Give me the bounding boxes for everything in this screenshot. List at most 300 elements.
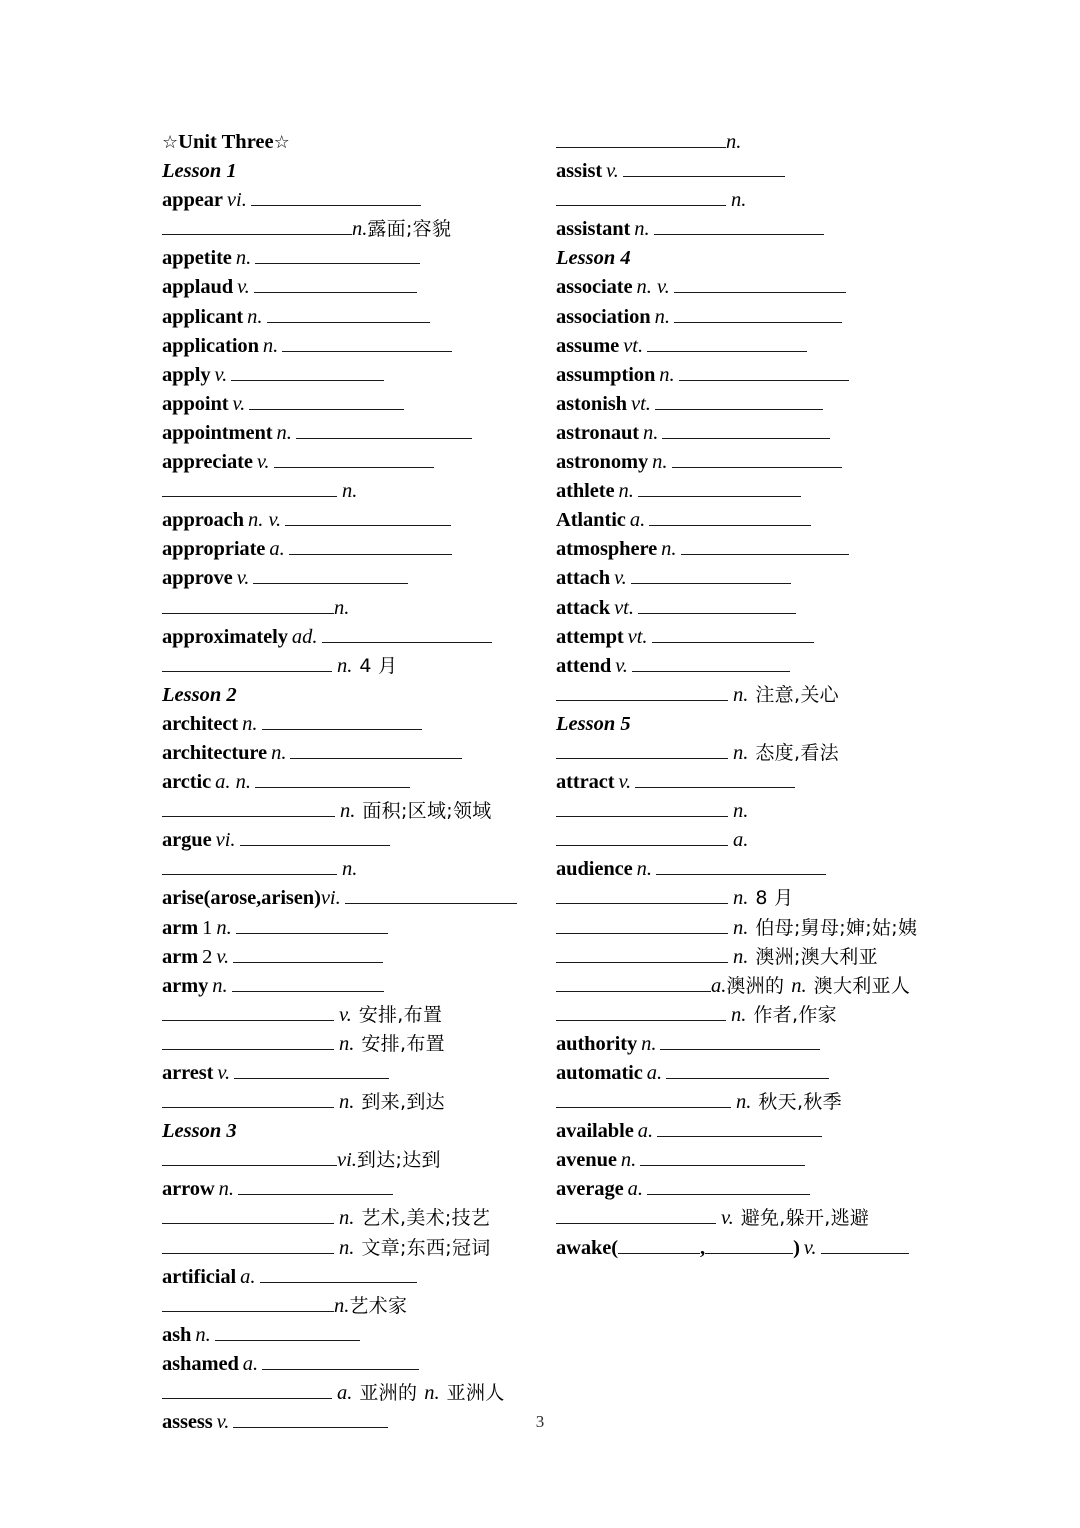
chinese-gloss: 澳大利亚人 <box>813 974 911 997</box>
part-of-speech: n. <box>342 480 358 503</box>
lesson-heading-text: Lesson 4 <box>556 247 631 270</box>
part-of-speech: n. v. <box>247 509 282 532</box>
headword: attend <box>556 654 612 677</box>
part-of-speech: v. <box>236 567 250 590</box>
vocabulary-entry <box>556 128 956 157</box>
answer-blank[interactable] <box>162 1146 337 1166</box>
headword: assumption <box>556 363 656 386</box>
answer-blank[interactable] <box>556 826 728 846</box>
part-of-speech: n. <box>733 887 749 910</box>
headword: approach <box>162 509 244 532</box>
vocabulary-entry <box>556 652 956 681</box>
vocabulary-entry <box>162 1059 552 1088</box>
vocabulary-entry <box>162 1321 552 1350</box>
vocabulary-entry <box>556 186 956 215</box>
headword: authority <box>556 1032 638 1055</box>
part-of-speech: n. <box>340 800 356 823</box>
answer-blank[interactable] <box>253 565 408 585</box>
vocabulary-entry <box>556 623 956 652</box>
part-of-speech: n. <box>242 712 258 735</box>
part-of-speech: n. <box>334 596 350 619</box>
vocabulary-entry <box>162 506 552 535</box>
answer-blank[interactable] <box>556 1001 726 1021</box>
headword: ashamed <box>162 1352 239 1375</box>
vocabulary-entry <box>162 303 552 332</box>
part-of-speech: v. <box>216 945 230 968</box>
vocabulary-entry <box>162 215 552 244</box>
headword: appetite <box>162 247 232 270</box>
vocabulary-entry <box>556 739 956 768</box>
chinese-gloss: 避免,躲开,逃避 <box>740 1207 870 1230</box>
headword: average <box>556 1178 624 1201</box>
vocabulary-entry <box>556 797 956 826</box>
vocabulary-entry <box>162 739 552 768</box>
part-of-speech: v. <box>256 451 270 474</box>
answer-blank[interactable] <box>556 943 728 963</box>
answer-blank[interactable] <box>821 1234 909 1254</box>
part-of-speech: n. <box>731 189 747 212</box>
headword: arm <box>162 945 199 968</box>
answer-blank[interactable] <box>674 303 842 323</box>
headword: army <box>162 974 209 997</box>
chinese-gloss: 文章;东西;冠词 <box>361 1236 491 1259</box>
unit-title-text: Unit Three <box>178 131 274 153</box>
answer-blank[interactable] <box>345 885 517 905</box>
answer-blank[interactable] <box>666 1059 829 1079</box>
part-of-speech: n. <box>791 974 807 997</box>
answer-blank[interactable] <box>162 1001 334 1021</box>
headword: ash <box>162 1323 192 1346</box>
headword: associate <box>556 276 633 299</box>
answer-blank[interactable] <box>162 1234 334 1254</box>
answer-blank[interactable] <box>254 274 417 294</box>
vocabulary-entry <box>556 157 956 186</box>
answer-blank[interactable] <box>556 797 728 817</box>
part-of-speech: vt. <box>630 392 651 415</box>
chinese-gloss: 亚洲的 <box>359 1382 418 1405</box>
left-column <box>162 128 552 1437</box>
answer-blank[interactable] <box>556 1088 731 1108</box>
part-of-speech: n. <box>339 1091 355 1114</box>
answer-blank[interactable] <box>618 1234 700 1254</box>
headword: arrest <box>162 1062 214 1084</box>
chinese-gloss: 面积;区域;领域 <box>362 800 492 823</box>
answer-blank[interactable] <box>322 623 492 643</box>
answer-blank[interactable] <box>236 914 388 934</box>
vocabulary-entry <box>556 1030 956 1059</box>
chinese-gloss: 秋天,秋季 <box>758 1091 842 1114</box>
lesson-heading-text: Lesson 5 <box>556 712 631 735</box>
part-of-speech: vi. <box>226 189 247 212</box>
chinese-gloss: 亚洲人 <box>446 1382 505 1405</box>
comma-separator: , <box>700 1236 706 1259</box>
part-of-speech: a. <box>627 1178 643 1201</box>
part-of-speech: vi. <box>320 887 341 910</box>
answer-blank[interactable] <box>262 710 422 730</box>
answer-blank[interactable] <box>556 186 726 206</box>
headword: appear <box>162 189 223 212</box>
lesson-heading <box>556 244 956 273</box>
answer-blank[interactable] <box>640 1146 805 1166</box>
answer-blank[interactable] <box>162 652 332 672</box>
part-of-speech: v. <box>614 567 627 590</box>
part-of-speech: n. <box>654 305 670 328</box>
vocabulary-entry <box>556 448 956 477</box>
headword-paren-close: ) <box>793 1236 800 1259</box>
headword: approve <box>162 567 233 590</box>
chinese-gloss: 注意,关心 <box>755 683 839 706</box>
vocabulary-entry <box>162 1001 552 1030</box>
vocabulary-entry <box>556 1175 956 1204</box>
headword: apply <box>162 363 211 386</box>
answer-blank[interactable] <box>289 535 452 555</box>
answer-blank[interactable] <box>290 739 462 759</box>
answer-blank[interactable] <box>162 594 334 614</box>
vocabulary-entry <box>162 594 552 623</box>
vocabulary-entry <box>162 1234 552 1263</box>
answer-blank[interactable] <box>162 855 337 875</box>
vocabulary-entry <box>162 1292 552 1321</box>
vocabulary-entry <box>556 914 956 943</box>
answer-blank[interactable] <box>705 1234 793 1254</box>
part-of-speech: vt. <box>614 596 634 619</box>
answer-blank[interactable] <box>231 361 384 381</box>
vocabulary-entry <box>556 564 956 593</box>
chinese-gloss: 艺术,美术;技艺 <box>361 1207 491 1230</box>
headword: appointment <box>162 421 273 444</box>
part-of-speech: n. <box>339 1032 355 1055</box>
vocabulary-entry <box>162 273 552 302</box>
chinese-gloss: 态度,看法 <box>755 741 839 764</box>
answer-blank[interactable] <box>674 274 846 294</box>
chinese-gloss: 伯母;舅母;婶;姑;姨 <box>755 916 918 939</box>
part-of-speech: v. <box>232 392 246 415</box>
answer-blank[interactable] <box>679 361 849 381</box>
vocabulary-entry <box>162 361 552 390</box>
answer-blank[interactable] <box>638 594 796 614</box>
answer-blank[interactable] <box>249 390 404 410</box>
vocabulary-entry <box>162 535 552 564</box>
headword: avenue <box>556 1149 617 1172</box>
answer-blank[interactable] <box>162 1088 334 1108</box>
answer-blank[interactable] <box>635 768 795 788</box>
part-of-speech: n. <box>661 538 677 561</box>
vocabulary-entry <box>162 477 552 506</box>
vocabulary-entry <box>556 972 956 1001</box>
part-of-speech: n. <box>733 916 749 939</box>
answer-blank[interactable] <box>649 506 811 526</box>
headword: applicant <box>162 305 244 328</box>
part-of-speech: n. <box>262 334 279 357</box>
part-of-speech: vi. <box>337 1149 357 1172</box>
vocabulary-entry <box>162 1088 552 1117</box>
headword: atmosphere <box>556 538 658 561</box>
answer-blank[interactable] <box>260 1263 417 1283</box>
vocabulary-entry <box>162 564 552 593</box>
part-of-speech: a. n. <box>215 771 251 794</box>
part-of-speech: a. <box>711 974 727 997</box>
part-of-speech: a. <box>240 1265 256 1288</box>
vocabulary-entry <box>556 390 956 419</box>
answer-blank[interactable] <box>215 1321 360 1341</box>
part-of-speech: n. <box>218 1178 235 1201</box>
part-of-speech: a. <box>629 509 646 532</box>
vocabulary-entry <box>556 594 956 623</box>
vocabulary-entry <box>162 448 552 477</box>
lesson-heading-text: Lesson 2 <box>162 683 237 706</box>
vocabulary-entry <box>162 1175 552 1204</box>
headword: appropriate <box>162 538 266 561</box>
part-of-speech: n. <box>726 131 742 153</box>
answer-blank[interactable] <box>623 157 785 177</box>
lesson-heading <box>162 157 552 186</box>
answer-blank[interactable] <box>631 565 791 585</box>
lesson-heading <box>162 681 552 710</box>
vocabulary-entry <box>556 1088 956 1117</box>
headword: arrow <box>162 1178 215 1201</box>
vocabulary-entry <box>556 1204 956 1233</box>
vocabulary-entry <box>162 1204 552 1233</box>
headword: assess <box>162 1411 213 1434</box>
vocabulary-entry <box>162 826 552 855</box>
vocabulary-entry <box>556 303 956 332</box>
chinese-gloss: 安排,布置 <box>358 1003 443 1026</box>
answer-blank[interactable] <box>632 652 790 672</box>
part-of-speech: n. <box>652 451 668 474</box>
vocabulary-entry <box>162 1030 552 1059</box>
answer-blank[interactable] <box>162 215 352 235</box>
part-of-speech: n. <box>733 800 749 823</box>
answer-blank[interactable] <box>162 797 335 817</box>
answer-blank[interactable] <box>162 1205 334 1225</box>
part-of-speech: vi. <box>215 829 236 852</box>
part-of-speech: n. <box>424 1382 440 1405</box>
chinese-gloss: 8 月 <box>755 887 794 910</box>
answer-blank[interactable] <box>232 972 384 992</box>
chinese-gloss: 艺术家 <box>349 1294 408 1317</box>
part-of-speech: n. <box>247 305 263 328</box>
answer-blank[interactable] <box>556 128 726 148</box>
part-of-speech: n. <box>736 1091 752 1114</box>
headword: Atlantic <box>556 509 626 532</box>
vocabulary-entry <box>162 332 552 361</box>
part-of-speech: v. <box>237 276 250 299</box>
part-of-speech: v. <box>615 654 628 677</box>
page-number: 3 <box>535 1412 545 1431</box>
vocabulary-entry <box>162 652 552 681</box>
headword: assume <box>556 334 620 357</box>
part-of-speech: n. <box>342 858 358 881</box>
vocabulary-entry <box>162 244 552 273</box>
headword: appoint <box>162 392 229 415</box>
answer-blank[interactable] <box>285 506 451 526</box>
headword: argue <box>162 829 212 852</box>
answer-blank[interactable] <box>262 1350 419 1370</box>
chinese-gloss: 到达;达到 <box>356 1149 441 1172</box>
part-of-speech: v. <box>217 1062 231 1084</box>
answer-blank[interactable] <box>556 1205 716 1225</box>
vocabulary-entry <box>162 884 552 913</box>
headword: automatic <box>556 1062 643 1084</box>
headword: available <box>556 1120 634 1143</box>
headword: audience <box>556 858 633 881</box>
part-of-speech: n. <box>216 916 232 939</box>
answer-blank[interactable] <box>556 739 728 759</box>
star-icon: ☆ <box>273 132 290 153</box>
answer-blank[interactable] <box>556 972 711 992</box>
part-of-speech: n. <box>212 974 228 997</box>
vocabulary-entry <box>556 506 956 535</box>
vocabulary-entry <box>162 710 552 739</box>
answer-blank[interactable] <box>660 1030 820 1050</box>
part-of-speech: n. <box>620 1149 637 1172</box>
vocabulary-entry <box>162 1350 552 1379</box>
part-of-speech: n. <box>334 1294 350 1317</box>
part-of-speech: n. <box>733 945 749 968</box>
answer-blank[interactable] <box>238 1176 393 1196</box>
part-of-speech: n. <box>235 247 252 270</box>
headword: appreciate <box>162 451 253 474</box>
answer-blank[interactable] <box>234 1059 389 1079</box>
vocabulary-entry <box>556 477 956 506</box>
headword: astonish <box>556 392 627 415</box>
vocabulary-entry <box>556 826 956 855</box>
vocabulary-entry <box>556 768 956 797</box>
vocabulary-entry <box>162 1379 552 1408</box>
part-of-speech: a. <box>337 1382 353 1405</box>
vocabulary-entry <box>556 681 956 710</box>
vocabulary-entry <box>556 535 956 564</box>
part-of-speech: v. <box>803 1236 817 1259</box>
answer-blank[interactable] <box>282 332 452 352</box>
answer-blank[interactable] <box>655 390 823 410</box>
part-of-speech: v. <box>618 771 632 794</box>
answer-blank[interactable] <box>296 419 472 439</box>
chinese-gloss: 澳洲;澳大利亚 <box>755 945 878 968</box>
vocabulary-entry <box>556 855 956 884</box>
answer-blank[interactable] <box>654 215 824 235</box>
answer-blank[interactable] <box>638 477 801 497</box>
headword: athlete <box>556 480 615 503</box>
part-of-speech: v. <box>214 363 228 386</box>
headword: arctic <box>162 771 212 794</box>
answer-blank[interactable] <box>233 943 383 963</box>
answer-blank[interactable] <box>556 914 728 934</box>
part-of-speech: n. <box>337 654 353 677</box>
part-of-speech: v. <box>721 1207 734 1230</box>
vocabulary-entry <box>556 1146 956 1175</box>
headword: association <box>556 305 651 328</box>
vocabulary-entry <box>162 1146 552 1175</box>
answer-blank[interactable] <box>255 768 410 788</box>
vocabulary-entry <box>162 972 552 1001</box>
part-of-speech: v. <box>339 1003 352 1026</box>
answer-blank[interactable] <box>556 681 728 701</box>
answer-blank[interactable] <box>647 332 807 352</box>
headword: astronaut <box>556 421 640 444</box>
part-of-speech: v. <box>606 160 619 183</box>
headword: assistant <box>556 218 631 241</box>
vocabulary-entry <box>162 797 552 826</box>
part-of-speech: a. <box>269 538 285 561</box>
answer-blank[interactable] <box>647 1176 810 1196</box>
answer-blank[interactable] <box>162 477 337 497</box>
chinese-gloss: 澳洲的 <box>726 974 785 997</box>
vocabulary-entry <box>556 1001 956 1030</box>
part-of-speech: n. <box>352 218 368 241</box>
vocabulary-entry <box>162 943 552 972</box>
answer-blank[interactable] <box>251 186 421 206</box>
answer-blank[interactable] <box>662 419 830 439</box>
headword: applaud <box>162 276 234 299</box>
part-of-speech: a. <box>646 1062 663 1084</box>
vocabulary-entry <box>556 419 956 448</box>
part-of-speech: n. <box>339 1207 355 1230</box>
vocabulary-entry <box>556 215 956 244</box>
right-column <box>556 128 956 1263</box>
headword: architect <box>162 712 239 735</box>
answer-blank[interactable] <box>681 535 849 555</box>
part-of-speech: n. <box>195 1323 211 1346</box>
headword: assist <box>556 160 603 183</box>
answer-blank[interactable] <box>556 885 728 905</box>
star-icon: ☆ <box>162 132 179 153</box>
part-of-speech: n. <box>634 218 650 241</box>
vocabulary-entry <box>162 768 552 797</box>
part-of-speech: vt. <box>627 625 648 648</box>
answer-blank[interactable] <box>274 448 434 468</box>
part-of-speech: n. <box>618 480 634 503</box>
headword: architecture <box>162 741 268 764</box>
part-of-speech: n. <box>733 741 749 764</box>
part-of-speech: n. v. <box>636 276 670 299</box>
lesson-heading <box>162 1117 552 1146</box>
answer-blank[interactable] <box>652 623 814 643</box>
vocabulary-entry <box>162 390 552 419</box>
chinese-gloss: 安排,布置 <box>361 1032 445 1055</box>
answer-blank[interactable] <box>657 1117 822 1137</box>
headword: artificial <box>162 1265 237 1288</box>
vocabulary-entry <box>162 186 552 215</box>
headword: arm <box>162 916 199 939</box>
answer-blank[interactable] <box>656 855 826 875</box>
vocabulary-entry <box>556 1234 956 1263</box>
headword: arise(arose,arisen) <box>162 887 321 910</box>
part-of-speech: n. <box>733 683 749 706</box>
answer-blank[interactable] <box>267 303 430 323</box>
lesson-heading-text: Lesson 3 <box>162 1120 237 1143</box>
vocabulary-entry <box>556 273 956 302</box>
answer-blank[interactable] <box>255 245 420 265</box>
entry-numeral: 1 <box>202 916 213 939</box>
part-of-speech: v. <box>216 1411 230 1434</box>
headword: attach <box>556 567 611 590</box>
headword: attract <box>556 771 615 794</box>
entry-numeral: 2 <box>202 945 213 968</box>
answer-blank[interactable] <box>672 448 842 468</box>
headword: attack <box>556 596 611 619</box>
answer-blank[interactable] <box>162 1292 334 1312</box>
part-of-speech: n. <box>271 741 287 764</box>
answer-blank[interactable] <box>162 1030 334 1050</box>
headword: attempt <box>556 625 624 648</box>
part-of-speech: n. <box>636 858 653 881</box>
answer-blank[interactable] <box>162 1379 332 1399</box>
vocabulary-entry <box>556 884 956 913</box>
part-of-speech: ad. <box>291 625 318 648</box>
answer-blank[interactable] <box>240 826 390 846</box>
part-of-speech: n. <box>339 1236 355 1259</box>
